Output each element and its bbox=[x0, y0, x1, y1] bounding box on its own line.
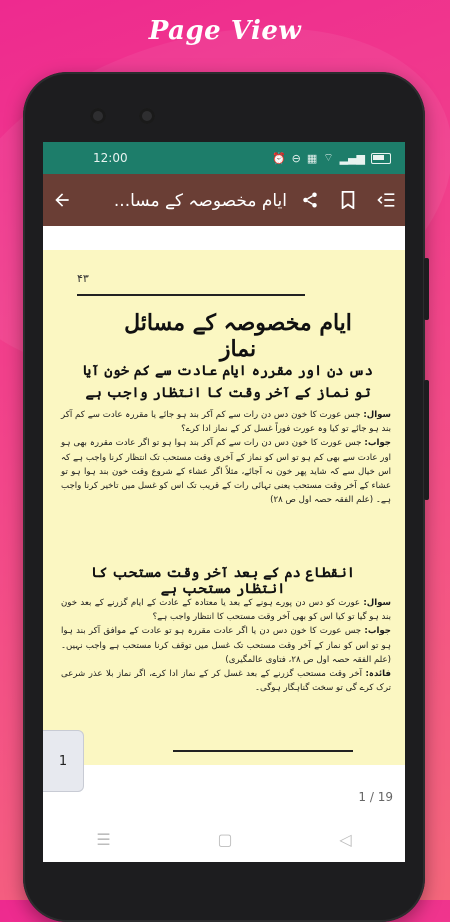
share-icon[interactable] bbox=[291, 174, 329, 226]
alarm-icon: ⏰ bbox=[271, 151, 286, 165]
answer-label: جواب: bbox=[364, 438, 391, 449]
question-text: جس عورت کا خون دس دن رات سے کم آکر بند ہو جائے یا مقررہ عادت سے کم آکر بند ہو جائے تو کیا وہ عورت فوراً غسل کر کے نماز ادا کرے؟ bbox=[61, 410, 391, 435]
header-rule bbox=[77, 294, 305, 296]
wifi-icon: ⌔ bbox=[323, 151, 334, 164]
promo-title: Page View bbox=[148, 16, 302, 46]
back-arrow-icon[interactable] bbox=[43, 174, 81, 226]
section-heading-2: انقطاع دم کے بعد آخر وقت مستحب کا انتظار مستحب ہے bbox=[91, 565, 355, 597]
paragraph-1 bbox=[61, 408, 391, 507]
front-camera-icon bbox=[90, 108, 106, 124]
front-sensor-icon bbox=[139, 108, 155, 124]
data-icon: ▦ bbox=[306, 151, 318, 165]
status-bar bbox=[43, 142, 405, 174]
phone-power-button bbox=[424, 258, 429, 320]
nav-bar bbox=[43, 816, 405, 862]
question-label: سوال: bbox=[363, 410, 391, 420]
paragraph-2 bbox=[61, 596, 391, 695]
back-icon[interactable]: ◁ bbox=[339, 829, 352, 849]
page-counter: 1 / 19 bbox=[358, 790, 393, 804]
signal-icon: ▂▄▆ bbox=[339, 151, 365, 165]
recents-icon[interactable]: ☰ bbox=[96, 829, 111, 849]
section-heading-1: دس دن اور مقررہ ایام عادت سے کم خون آیا تو نماز کے آخر وقت کا انتظار واجب ہے bbox=[83, 363, 373, 401]
answer-label: جواب: bbox=[364, 626, 391, 637]
status-icons bbox=[272, 151, 391, 165]
note-text: آخر وقت مستحب گزرنے کے بعد غسل کر کے نماز ادا کرے، اگر نماز بلا عذر شرعی ترک کرے گی تو سخت گناہگار ہوگی۔ bbox=[61, 669, 391, 694]
note-label: فائدہ: bbox=[365, 669, 392, 680]
page-number: ۴۳ bbox=[77, 272, 89, 285]
footer-rule bbox=[173, 750, 353, 752]
dnd-icon: ⊖ bbox=[291, 151, 301, 165]
home-icon[interactable]: ▢ bbox=[217, 829, 233, 849]
question-label: سوال: bbox=[363, 598, 391, 608]
page-tab[interactable]: 1 bbox=[43, 730, 84, 792]
phone-volume-button bbox=[424, 380, 429, 500]
answer-text: جس عورت کا خون دس دن یا اگر عادت مقررہ ہو تو عادت کے موافق آکر بند ہوا ہو تو اس کو نماز کے آخر وقت مستحب تک غسل میں توقف کرنا مستحب ہے واجب نہیں۔ (علم الفقہ حصہ اول ص ۲۸، فتاوی عالمگیری) bbox=[61, 626, 391, 665]
book-title: ایام مخصوصہ کے مسا... bbox=[113, 190, 287, 211]
phone-screen bbox=[43, 142, 405, 862]
app-bar bbox=[43, 174, 405, 226]
page-margin bbox=[43, 226, 405, 250]
status-time: 12:00 bbox=[93, 151, 128, 165]
scanned-page[interactable] bbox=[43, 250, 405, 765]
chapter-title: ایام مخصوصہ کے مسائل نماز bbox=[124, 310, 352, 362]
question-text: عورت کو دس دن پورے ہونے کے بعد یا معتادہ کے عادت کے ایام گزرنے کے بعد خون بند ہو گیا تو کیا اس کو بھی آخر وقت مستحب کا انتظار واجب ہے؟ bbox=[61, 598, 391, 623]
battery-icon bbox=[371, 153, 391, 164]
contents-list-icon[interactable] bbox=[367, 174, 405, 226]
answer-text: جس عورت کا خون دس دن رات سے کم آکر بند ہوا ہو تو اگر عادت مقررہ بھی ہو اور عادت سے بھی کم ہو تو اس کو نماز کے آخری وقت مستحب تک انتظار کرنا واجب ہے کہ اس خیال سے کہ شاید پھر خون نہ آجائے، مثلاً اگر عشاء کے شروع وقت خون بند ہوا ہو تو عشاء کے آخر وقت مستحب یعنی تہائی رات کے قریب تک اس کو غسل میں تاخیر کرنا واجب ہے۔ (علم الفقہ حصہ اول ص ۲۸) bbox=[61, 438, 391, 506]
pdf-viewer[interactable] bbox=[43, 226, 405, 816]
bookmark-icon[interactable] bbox=[329, 174, 367, 226]
